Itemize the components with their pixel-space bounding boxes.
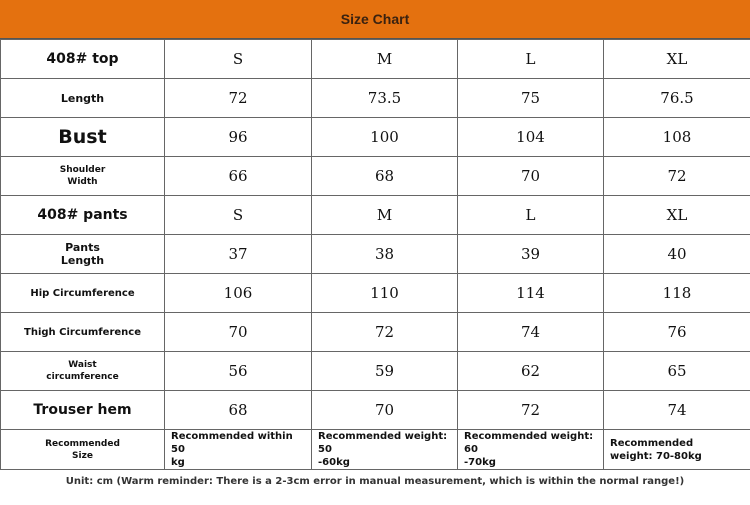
value-cell: 76.5	[604, 79, 750, 118]
table-row	[1, 430, 750, 470]
value-cell: 114	[458, 274, 604, 313]
value-cell: 110	[312, 274, 458, 313]
value-cell: 62	[458, 352, 604, 391]
rec-line: Recommended within 50	[171, 431, 293, 455]
label-line: circumference	[46, 372, 119, 382]
value-cell: 70	[458, 157, 604, 196]
recommended-cell	[312, 430, 458, 470]
top-header-label: 408# top	[1, 40, 165, 79]
recommended-cell	[458, 430, 604, 470]
row-label-bust: Bust	[1, 118, 165, 157]
value-cell: 59	[312, 352, 458, 391]
value-cell: 66	[165, 157, 312, 196]
label-line: Recommended	[45, 438, 120, 449]
value-cell: 38	[312, 235, 458, 274]
rec-line: -70kg	[464, 457, 496, 468]
rec-line: Recommended	[610, 437, 694, 449]
label-line: Size	[72, 450, 93, 461]
recommended-cell	[165, 430, 312, 470]
row-label-recommended	[1, 430, 165, 470]
size-cell: L	[458, 196, 604, 235]
table-row	[1, 313, 750, 352]
table-row	[1, 40, 750, 79]
value-cell: 72	[312, 313, 458, 352]
rec-line: weight: 70-80kg	[610, 450, 702, 462]
value-cell: 70	[165, 313, 312, 352]
value-cell: 118	[604, 274, 750, 313]
row-label-hip: Hip Circumference	[1, 274, 165, 313]
value-cell: 74	[458, 313, 604, 352]
table-row	[1, 196, 750, 235]
row-label-pants-length	[1, 235, 165, 274]
value-cell: 73.5	[312, 79, 458, 118]
rec-line: kg	[171, 457, 185, 468]
size-table	[0, 39, 750, 470]
value-cell: 40	[604, 235, 750, 274]
size-cell: S	[165, 40, 312, 79]
row-label-thigh: Thigh Circumference	[1, 313, 165, 352]
value-cell: 96	[165, 118, 312, 157]
table-row	[1, 391, 750, 430]
rec-line: Recommended weight: 60	[464, 431, 594, 455]
label-line: Width	[67, 177, 98, 187]
value-cell: 39	[458, 235, 604, 274]
row-label-hem: Trouser hem	[1, 391, 165, 430]
value-cell: 100	[312, 118, 458, 157]
pants-header-label: 408# pants	[1, 196, 165, 235]
rec-line: Recommended weight: 50	[318, 431, 448, 455]
value-cell: 72	[604, 157, 750, 196]
label-line: Pants	[65, 241, 100, 254]
recommended-cell	[604, 430, 750, 470]
value-cell: 68	[312, 157, 458, 196]
table-row	[1, 352, 750, 391]
value-cell: 37	[165, 235, 312, 274]
value-cell: 108	[604, 118, 750, 157]
size-cell: S	[165, 196, 312, 235]
label-line: Length	[60, 254, 105, 267]
value-cell: 76	[604, 313, 750, 352]
value-cell: 72	[165, 79, 312, 118]
value-cell: 68	[165, 391, 312, 430]
label-line: Waist	[68, 360, 97, 370]
size-cell: XL	[604, 196, 750, 235]
value-cell: 72	[458, 391, 604, 430]
value-cell: 74	[604, 391, 750, 430]
size-cell: M	[312, 40, 458, 79]
table-row	[1, 118, 750, 157]
size-cell: L	[458, 40, 604, 79]
value-cell: 104	[458, 118, 604, 157]
value-cell: 65	[604, 352, 750, 391]
rec-line: -60kg	[318, 457, 350, 468]
chart-title: Size Chart	[0, 0, 750, 39]
value-cell: 56	[165, 352, 312, 391]
value-cell: 70	[312, 391, 458, 430]
size-cell: M	[312, 196, 458, 235]
row-label-shoulder	[1, 157, 165, 196]
table-row	[1, 157, 750, 196]
label-line: Shoulder	[59, 165, 106, 175]
unit-note: Unit: cm (Warm reminder: There is a 2-3cm error in manual measurement, which is within the normal range!)	[65, 476, 685, 487]
size-cell: XL	[604, 40, 750, 79]
table-row	[1, 274, 750, 313]
value-cell: 75	[458, 79, 604, 118]
value-cell: 106	[165, 274, 312, 313]
table-row	[1, 235, 750, 274]
row-label-length: Length	[1, 79, 165, 118]
table-row	[1, 79, 750, 118]
row-label-waist	[1, 352, 165, 391]
